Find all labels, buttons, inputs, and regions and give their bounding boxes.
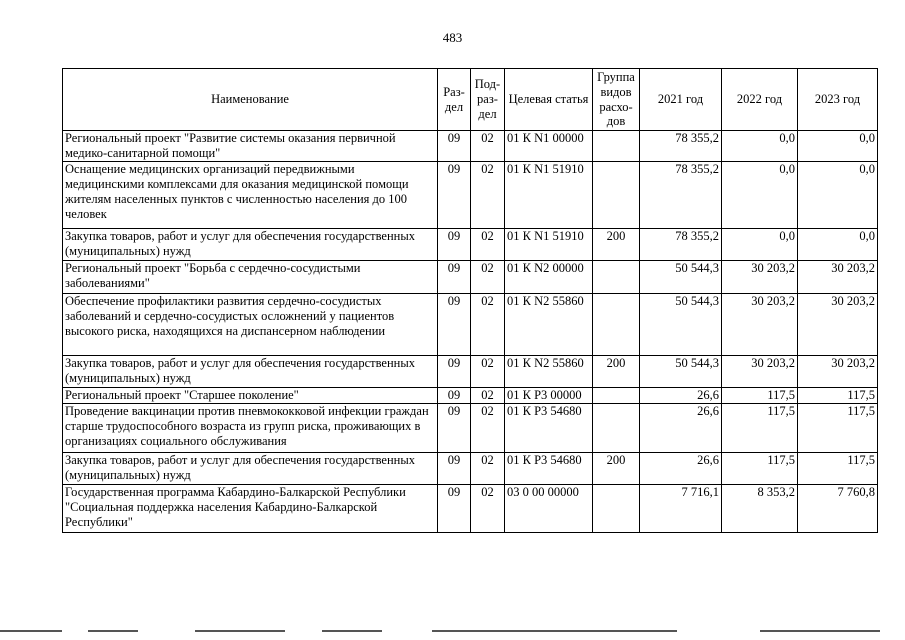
cell-2021: 26,6 [640, 388, 722, 404]
cell-2022: 30 203,2 [722, 294, 798, 356]
cell-2021: 78 355,2 [640, 131, 722, 162]
cell-name: Государственная программа Кабардино-Балкарской Республики "Социальная поддержка населения Кабардино-Балкарской Республики" [63, 485, 438, 533]
header-name: Наименование [63, 69, 438, 131]
cell-2021: 50 544,3 [640, 356, 722, 388]
cell-2023: 0,0 [798, 162, 878, 229]
cell-2023: 30 203,2 [798, 261, 878, 294]
cell-name: Оснащение медицинских организаций передвижными медицинскими комплексами для оказания медицинской помощи жителям населенных пунктов с численностью населения до 100 человек [63, 162, 438, 229]
cell-name: Закупка товаров, работ и услуг для обеспечения государственных (муниципальных) нужд [63, 453, 438, 485]
cell-section: 09 [438, 453, 471, 485]
cell-2023: 7 760,8 [798, 485, 878, 533]
cell-2023: 0,0 [798, 131, 878, 162]
table-row [63, 453, 878, 485]
cell-name: Закупка товаров, работ и услуг для обеспечения государственных (муниципальных) нужд [63, 229, 438, 261]
cell-section: 09 [438, 229, 471, 261]
cell-group [593, 162, 640, 229]
scan-artifact [760, 630, 880, 632]
cell-2022: 0,0 [722, 229, 798, 261]
cell-subsection: 02 [471, 229, 505, 261]
budget-table [62, 68, 878, 533]
table-row [63, 294, 878, 356]
cell-section: 09 [438, 131, 471, 162]
cell-section: 09 [438, 294, 471, 356]
cell-2021: 50 544,3 [640, 294, 722, 356]
cell-2023: 117,5 [798, 388, 878, 404]
cell-section: 09 [438, 485, 471, 533]
cell-2023: 117,5 [798, 453, 878, 485]
cell-group [593, 485, 640, 533]
cell-group: 200 [593, 453, 640, 485]
cell-2022: 30 203,2 [722, 356, 798, 388]
page-number: 483 [442, 30, 463, 45]
table-row [63, 404, 878, 453]
cell-section: 09 [438, 388, 471, 404]
cell-group [593, 261, 640, 294]
header-row [63, 69, 878, 131]
table-row [63, 162, 878, 229]
scan-artifact [322, 630, 382, 632]
cell-2023: 30 203,2 [798, 356, 878, 388]
cell-subsection: 02 [471, 356, 505, 388]
table-row [63, 229, 878, 261]
cell-2022: 117,5 [722, 453, 798, 485]
cell-target: 01 К P3 54680 [505, 453, 593, 485]
cell-section: 09 [438, 261, 471, 294]
cell-2023: 30 203,2 [798, 294, 878, 356]
cell-target: 01 К N2 00000 [505, 261, 593, 294]
cell-2021: 26,6 [640, 453, 722, 485]
cell-2022: 8 353,2 [722, 485, 798, 533]
cell-2021: 78 355,2 [640, 229, 722, 261]
cell-2022: 0,0 [722, 162, 798, 229]
cell-2023: 0,0 [798, 229, 878, 261]
cell-target: 03 0 00 00000 [505, 485, 593, 533]
table-row [63, 485, 878, 533]
cell-group: 200 [593, 356, 640, 388]
header-2022: 2022 год [722, 69, 798, 131]
cell-group [593, 294, 640, 356]
cell-subsection: 02 [471, 453, 505, 485]
cell-subsection: 02 [471, 162, 505, 229]
cell-2021: 78 355,2 [640, 162, 722, 229]
cell-name: Закупка товаров, работ и услуг для обеспечения государственных (муниципальных) нужд [63, 356, 438, 388]
cell-2022: 117,5 [722, 404, 798, 453]
scan-artifact [195, 630, 285, 632]
cell-target: 01 К N1 51910 [505, 229, 593, 261]
cell-section: 09 [438, 356, 471, 388]
cell-group [593, 404, 640, 453]
cell-group: 200 [593, 229, 640, 261]
cell-target: 01 К N2 55860 [505, 294, 593, 356]
cell-target: 01 К N1 51910 [505, 162, 593, 229]
cell-2021: 50 544,3 [640, 261, 722, 294]
cell-subsection: 02 [471, 131, 505, 162]
cell-target: 01 К P3 00000 [505, 388, 593, 404]
header-subsection: Под-раз-дел [471, 69, 505, 131]
header-2023: 2023 год [798, 69, 878, 131]
cell-2022: 117,5 [722, 388, 798, 404]
cell-target: 01 К N1 00000 [505, 131, 593, 162]
cell-name: Региональный проект "Борьба с сердечно-сосудистыми заболеваниями" [63, 261, 438, 294]
cell-group [593, 131, 640, 162]
cell-name: Региональный проект "Старшее поколение" [63, 388, 438, 404]
header-target: Целевая статья [505, 69, 593, 131]
table-row [63, 388, 878, 404]
header-section: Раз-дел [438, 69, 471, 131]
cell-section: 09 [438, 162, 471, 229]
table-row [63, 356, 878, 388]
scan-artifact [0, 630, 62, 632]
cell-2022: 30 203,2 [722, 261, 798, 294]
cell-2021: 26,6 [640, 404, 722, 453]
table-row [63, 131, 878, 162]
scan-artifact [88, 630, 138, 632]
cell-section: 09 [438, 404, 471, 453]
cell-subsection: 02 [471, 261, 505, 294]
cell-name: Обеспечение профилактики развития сердечно-сосудистых заболеваний и сердечно-сосудистых осложнений у пациентов высокого риска, находящихся на диспансерном наблюдении [63, 294, 438, 356]
cell-name: Проведение вакцинации против пневмококковой инфекции граждан старше трудоспособного возраста из групп риска, проживающих в организациях социального обслуживания [63, 404, 438, 453]
cell-2023: 117,5 [798, 404, 878, 453]
cell-2022: 0,0 [722, 131, 798, 162]
cell-group [593, 388, 640, 404]
cell-target: 01 К N2 55860 [505, 356, 593, 388]
scan-artifact [432, 630, 677, 632]
cell-subsection: 02 [471, 294, 505, 356]
cell-subsection: 02 [471, 388, 505, 404]
cell-subsection: 02 [471, 485, 505, 533]
header-group: Группа видов расхо-дов [593, 69, 640, 131]
cell-subsection: 02 [471, 404, 505, 453]
header-2021: 2021 год [640, 69, 722, 131]
cell-name: Региональный проект "Развитие системы оказания первичной медико-санитарной помощи" [63, 131, 438, 162]
table-row [63, 261, 878, 294]
cell-target: 01 К P3 54680 [505, 404, 593, 453]
cell-2021: 7 716,1 [640, 485, 722, 533]
